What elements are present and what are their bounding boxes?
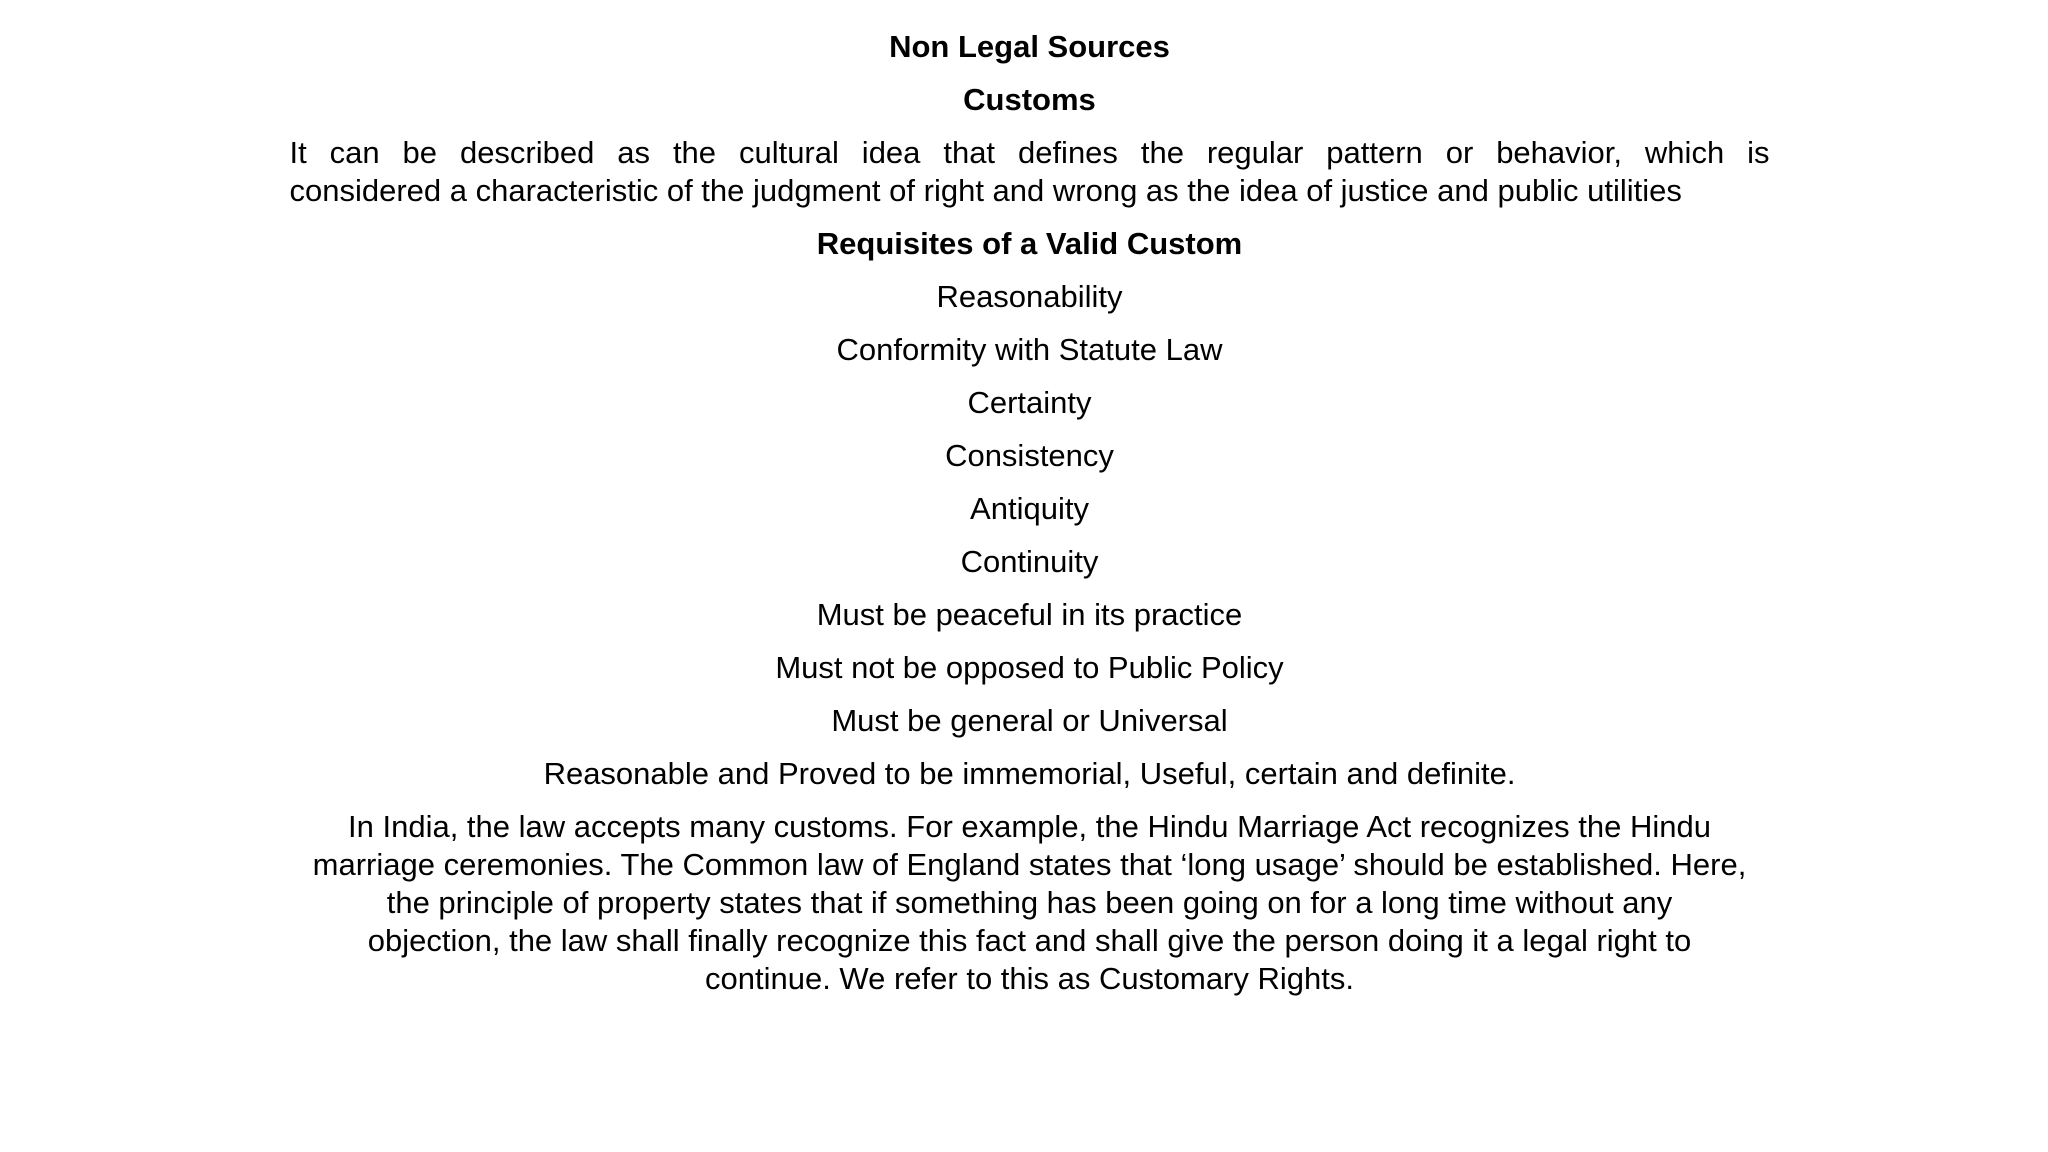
requisite-item: Must be general or Universal: [831, 703, 1228, 738]
requisite-item: Conformity with Statute Law: [836, 332, 1223, 367]
closing-line: continue. We refer to this as Customary Rights.: [705, 961, 1354, 996]
requisite-item: Reasonable and Proved to be immemorial, Useful, certain and definite.: [543, 756, 1516, 791]
requisite-item: Consistency: [945, 438, 1114, 473]
requisites-list: [282, 278, 1777, 793]
closing-line: objection, the law shall finally recognize this fact and shall give the person doing it a legal right to: [367, 923, 1692, 958]
requisites-heading: Requisites of a Valid Custom: [816, 226, 1243, 261]
closing-line: the principle of property states that if something has been going on for a long time without any: [386, 885, 1673, 920]
requisite-item: Reasonability: [936, 279, 1123, 314]
requisite-item: Must be peaceful in its practice: [816, 597, 1243, 632]
definition-line-2: considered a characteristic of the judgment of right and wrong as the idea of justice and public utilities: [289, 173, 1682, 208]
requisite-item: Continuity: [960, 544, 1099, 579]
slide-title: Non Legal Sources: [889, 29, 1170, 64]
section-heading-customs: Customs: [963, 82, 1096, 117]
closing-line: marriage ceremonies. The Common law of England states that ‘long usage’ should be established. Here,: [312, 847, 1747, 882]
closing-paragraph: [282, 808, 1777, 998]
closing-line: In India, the law accepts many customs. For example, the Hindu Marriage Act recognizes the Hindu: [348, 809, 1711, 844]
requisite-item: Certainty: [967, 385, 1092, 420]
definition-line-1: It can be described as the cultural idea that defines the regular pattern or behavior, which is: [289, 135, 1770, 170]
customs-definition: [290, 134, 1770, 210]
requisite-item: Must not be opposed to Public Policy: [775, 650, 1284, 685]
requisite-item: Antiquity: [970, 491, 1089, 526]
slide-content: [282, 28, 1777, 998]
